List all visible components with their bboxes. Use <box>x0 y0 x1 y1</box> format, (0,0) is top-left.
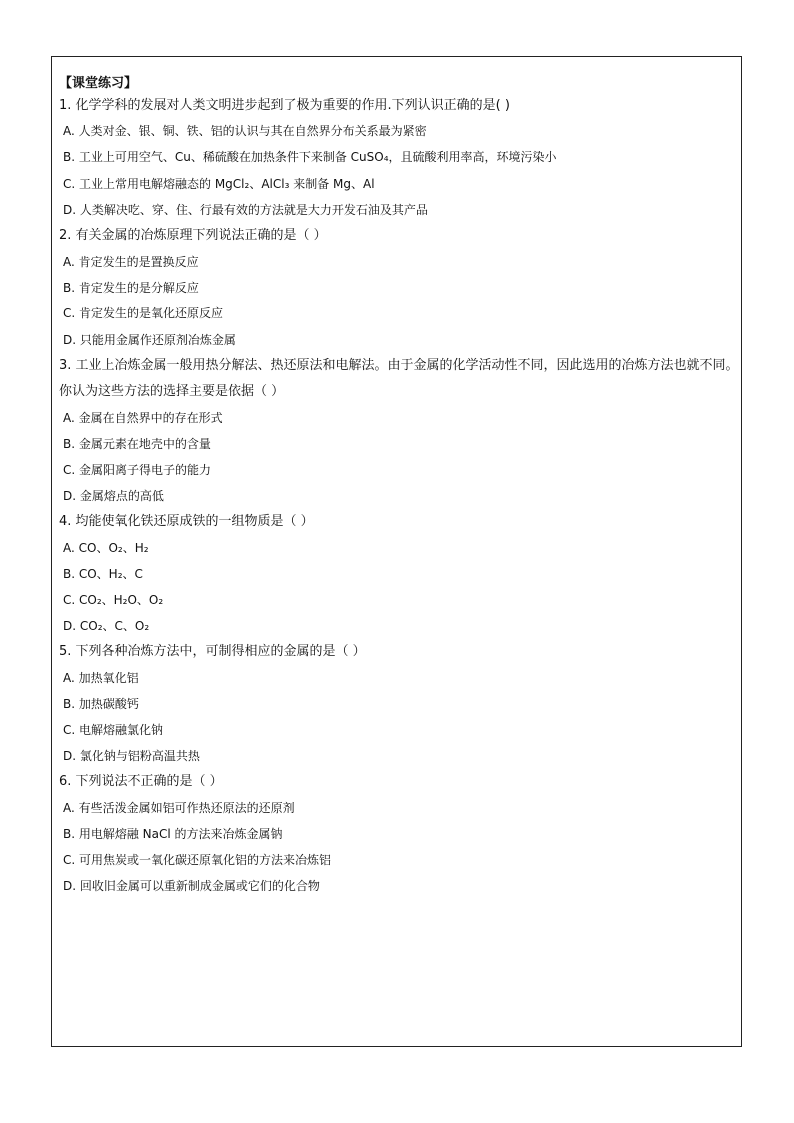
question-6-option-a: A. 有些活泼金属如铝可作热还原法的还原剂 <box>63 801 295 815</box>
question-1-option-c: C. 工业上常用电解熔融态的 MgCl₂、AlCl₃ 来制备 Mg、Al <box>63 177 375 191</box>
question-3-option-b: B. 金属元素在地壳中的含量 <box>63 437 211 451</box>
question-6-option-c: C. 可用焦炭或一氧化碳还原氧化铝的方法来冶炼铝 <box>63 853 332 867</box>
question-1-option-d: D. 人类解决吃、穿、住、行最有效的方法就是大力开发石油及其产品 <box>63 203 428 217</box>
question-3-stem: 3. 工业上冶炼金属一般用热分解法、热还原法和电解法。由于金属的化学活动性不同，因此选用的冶炼方法也就不同。你认为这些方法的选择主要是依据（ ） <box>59 358 739 399</box>
question-3-option-d: D. 金属熔点的高低 <box>63 489 164 503</box>
question-2-option-d: D. 只能用金属作还原剂冶炼金属 <box>63 333 236 347</box>
question-6-option-d: D. 回收旧金属可以重新制成金属或它们的化合物 <box>63 879 320 893</box>
question-1-stem: 1. 化学学科的发展对人类文明进步起到了极为重要的作用.下列认识正确的是( ) <box>59 98 510 113</box>
question-4-option-a: A. CO、O₂、H₂ <box>63 541 149 555</box>
question-5-option-c: C. 电解熔融氯化钠 <box>63 723 164 737</box>
question-2-option-c: C. 肯定发生的是氧化还原反应 <box>63 306 224 320</box>
question-1-option-b: B. 工业上可用空气、Cu、稀硫酸在加热条件下来制备 CuSO₄，且硫酸利用率高，环境污染小 <box>63 150 557 164</box>
question-5-option-b: B. 加热碳酸钙 <box>63 697 139 711</box>
question-5-stem: 5. 下列各种冶炼方法中，可制得相应的金属的是（ ） <box>59 644 366 659</box>
question-6-option-b: B. 用电解熔融 NaCl 的方法来冶炼金属钠 <box>63 827 283 841</box>
question-2-stem: 2. 有关金属的冶炼原理下列说法正确的是（ ） <box>59 228 327 243</box>
question-4-stem: 4. 均能使氧化铁还原成铁的一组物质是（ ） <box>59 514 314 529</box>
question-5-option-a: A. 加热氧化铝 <box>63 671 139 685</box>
section-title: 【课堂练习】 <box>59 76 138 91</box>
question-1-option-a: A. 人类对金、银、铜、铁、铝的认识与其在自然界分布关系最为紧密 <box>63 124 427 138</box>
question-4-option-b: B. CO、H₂、C <box>63 567 143 581</box>
question-4-option-d: D. CO₂、C、O₂ <box>63 619 150 633</box>
question-5-option-d: D. 氯化钠与铝粉高温共热 <box>63 749 200 763</box>
question-6-stem: 6. 下列说法不正确的是（ ） <box>59 774 223 789</box>
question-4-option-c: C. CO₂、H₂O、O₂ <box>63 593 164 607</box>
question-2-option-b: B. 肯定发生的是分解反应 <box>63 281 199 295</box>
question-2-option-a: A. 肯定发生的是置换反应 <box>63 255 199 269</box>
question-3-option-a: A. 金属在自然界中的存在形式 <box>63 411 223 425</box>
question-3-option-c: C. 金属阳离子得电子的能力 <box>63 463 212 477</box>
